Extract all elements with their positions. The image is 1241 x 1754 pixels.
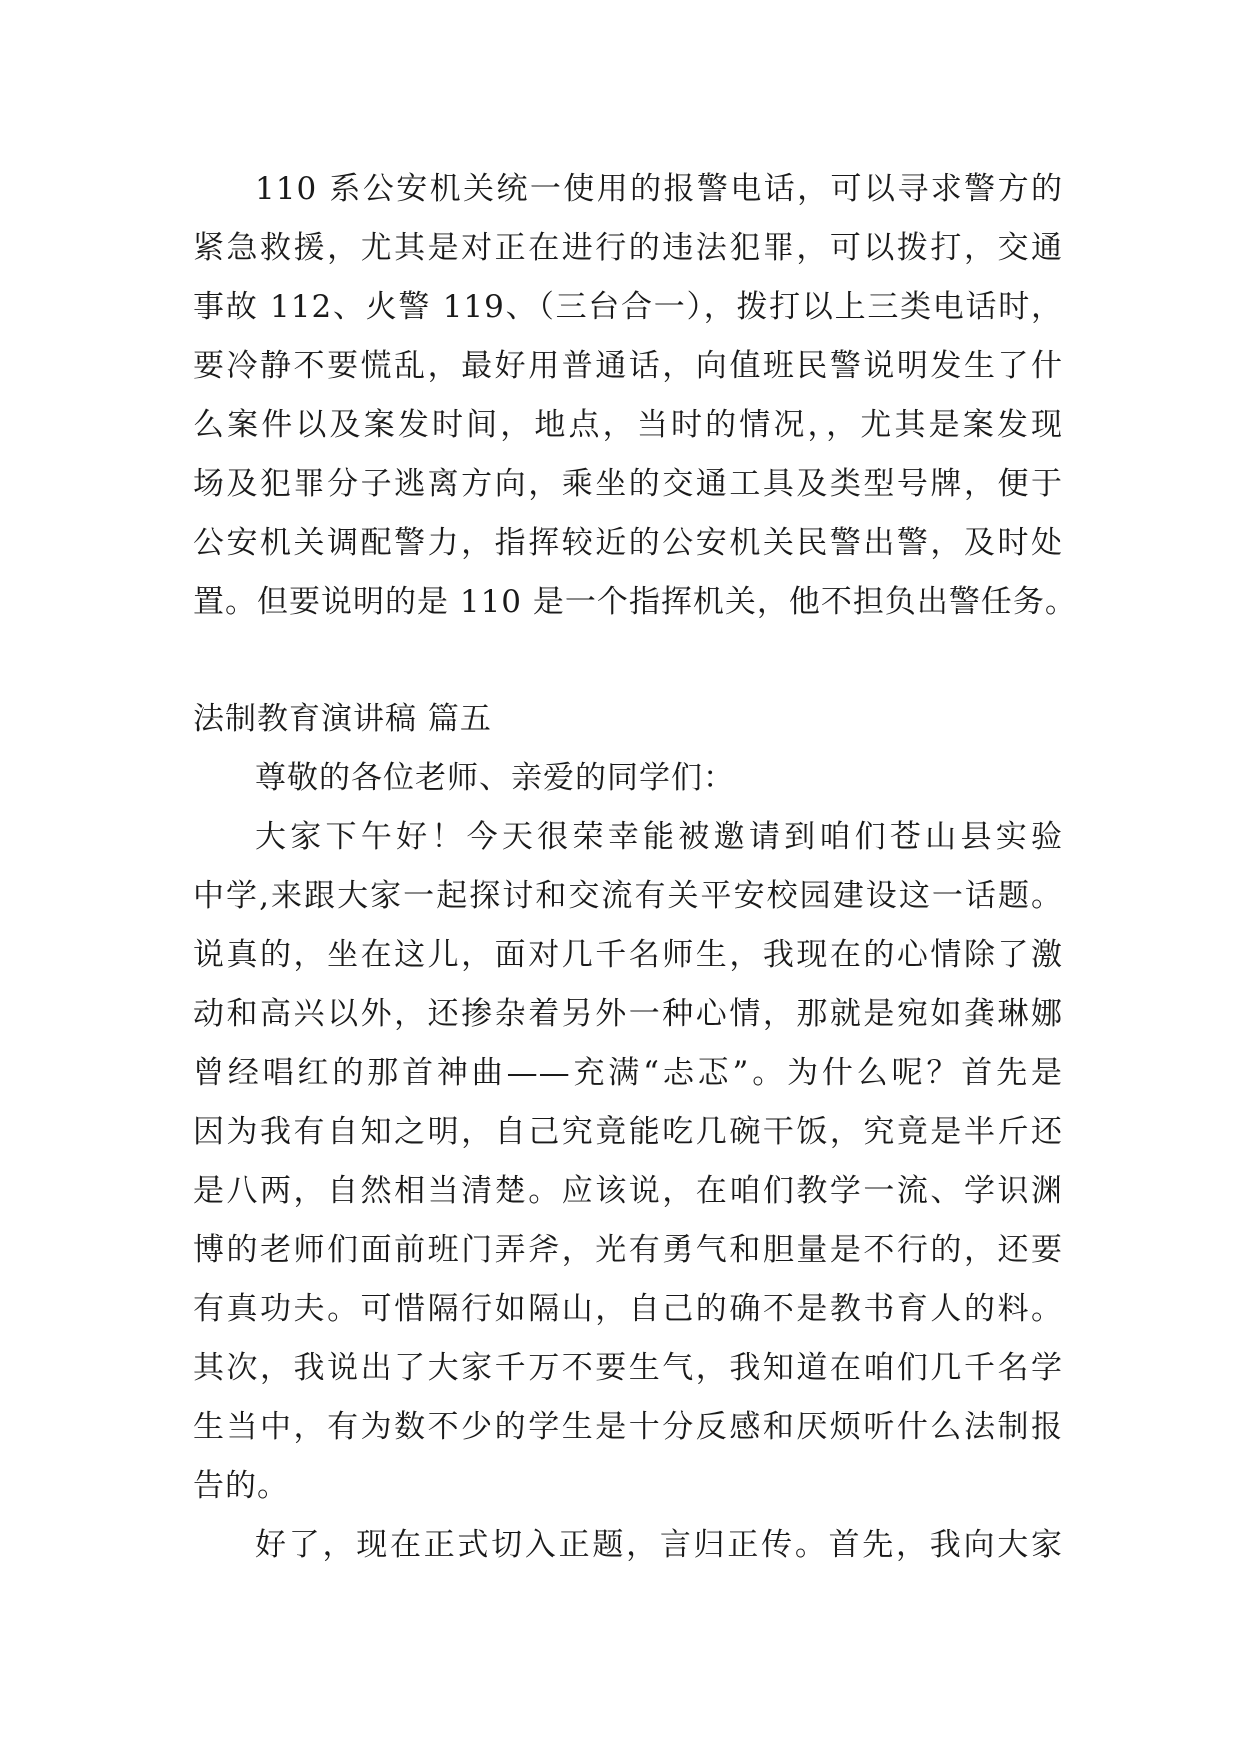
paragraph-main-topic [193, 1516, 1063, 1575]
text-line: 告的。 [193, 1468, 289, 1504]
text-line: 因为我有自知之明，自己究竟能吃几碗干饭，究竟是半斤还 [193, 1114, 1063, 1150]
text-line: 其次，我说出了大家千万不要生气，我知道在咱们几千名学 [193, 1350, 1063, 1386]
text-line: 么案件以及案发时间，地点，当时的情况，，尤其是案发现 [193, 407, 1063, 443]
paragraph-opening [193, 808, 1063, 1516]
text-line: 置。但要说明的是 110 是一个指挥机关，他不担负出警任务。 [193, 584, 1077, 620]
text-line: 生当中，有为数不少的学生是十分反感和厌烦听什么法制报 [193, 1409, 1063, 1445]
text-line: 是八两，自然相当清楚。应该说，在咱们教学一流、学识渊 [193, 1173, 1063, 1209]
text-line: 动和高兴以外，还掺杂着另外一种心情，那就是宛如龚琳娜 [193, 996, 1063, 1032]
text-line: 博的老师们面前班门弄斧，光有勇气和胆量是不行的，还要 [193, 1232, 1063, 1268]
text-line: 曾经唱红的那首神曲——充满“忐忑”。为什么呢？首先是 [193, 1055, 1063, 1091]
text-line: 大家下午好！今天很荣幸能被邀请到咱们苍山县实验 [255, 819, 1063, 855]
text-line: 好了，现在正式切入正题，言归正传。首先，我向大家 [255, 1527, 1063, 1563]
paragraph-110-info [193, 160, 1077, 632]
text-line: 中学,来跟大家一起探讨和交流有关平安校园建设这一话题。 [193, 878, 1063, 914]
document-body [193, 160, 1077, 1575]
greeting-line: 尊敬的各位老师、亲爱的同学们： [255, 760, 735, 796]
text-line: 公安机关调配警力，指挥较近的公安机关民警出警，及时处 [193, 525, 1063, 561]
text-line: 紧急救援，尤其是对正在进行的违法犯罪，可以拨打，交通 [193, 230, 1063, 266]
text-line: 事故 112、火警 119、（三台合一），拨打以上三类电话时， [193, 289, 1063, 325]
text-line: 说真的，坐在这儿，面对几千名师生，我现在的心情除了激 [193, 937, 1063, 973]
text-line: 有真功夫。可惜隔行如隔山，自己的确不是教书育人的料。 [193, 1291, 1063, 1327]
text-line: 110 系公安机关统一使用的报警电话，可以寻求警方的 [255, 171, 1063, 207]
section-heading: 法制教育演讲稿 篇五 [193, 701, 492, 737]
text-line: 要冷静不要慌乱，最好用普通话，向值班民警说明发生了什 [193, 348, 1063, 384]
text-line: 场及犯罪分子逃离方向，乘坐的交通工具及类型号牌，便于 [193, 466, 1063, 502]
